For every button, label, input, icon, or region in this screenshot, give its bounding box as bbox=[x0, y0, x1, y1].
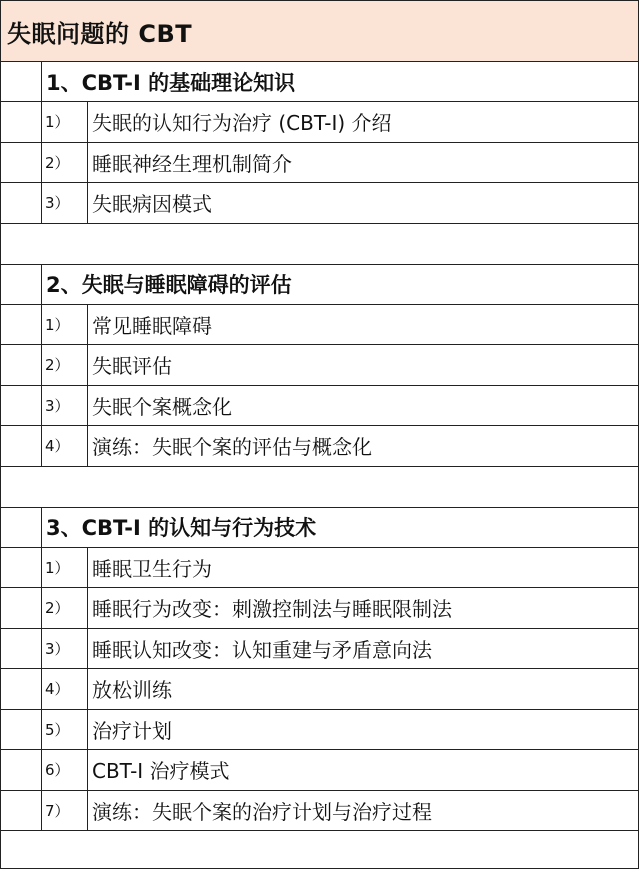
table-title: 失眠问题的 CBT bbox=[7, 19, 193, 48]
blank-row bbox=[0, 467, 639, 508]
item-text: 失眠病因模式 bbox=[92, 192, 212, 217]
item-number: 2） bbox=[42, 143, 88, 183]
section-heading-row bbox=[0, 265, 639, 305]
item-number: 2） bbox=[42, 345, 88, 385]
table-row bbox=[0, 183, 639, 224]
table-row bbox=[0, 548, 639, 589]
item-number: 6） bbox=[42, 750, 88, 790]
section-heading-row bbox=[0, 62, 639, 102]
item-text: 治疗计划 bbox=[92, 718, 172, 743]
item-number: 4） bbox=[42, 669, 88, 709]
table-row bbox=[0, 345, 639, 386]
item-number: 4） bbox=[42, 426, 88, 466]
item-text: 演练：失眠个案的评估与概念化 bbox=[92, 435, 372, 460]
section-heading: 1、CBT-I 的基础理论知识 bbox=[46, 70, 296, 95]
table-row bbox=[0, 386, 639, 427]
item-text: 睡眠行为改变：刺激控制法与睡眠限制法 bbox=[92, 597, 452, 622]
item-number: 1） bbox=[42, 548, 88, 588]
table-row bbox=[0, 305, 639, 346]
table-row bbox=[0, 102, 639, 143]
item-number: 3） bbox=[42, 386, 88, 426]
item-text: 失眠个案概念化 bbox=[92, 394, 232, 419]
item-text: 睡眠卫生行为 bbox=[92, 556, 212, 581]
section-heading-row bbox=[0, 508, 639, 548]
table-row bbox=[0, 426, 639, 467]
item-number: 1） bbox=[42, 102, 88, 142]
table-row bbox=[0, 750, 639, 791]
item-text: 睡眠神经生理机制简介 bbox=[92, 151, 292, 176]
section-heading: 3、CBT-I 的认知与行为技术 bbox=[46, 516, 317, 540]
table-row bbox=[0, 143, 639, 184]
item-text: 演练：失眠个案的治疗计划与治疗过程 bbox=[92, 799, 432, 824]
table-row bbox=[0, 629, 639, 670]
item-number: 2） bbox=[42, 588, 88, 628]
table-row bbox=[0, 669, 639, 710]
table-row bbox=[0, 588, 639, 629]
item-text: 常见睡眠障碍 bbox=[92, 313, 212, 338]
item-text: 睡眠认知改变：认知重建与矛盾意向法 bbox=[92, 637, 432, 662]
table-row bbox=[0, 791, 639, 832]
table-row bbox=[0, 710, 639, 751]
item-text: 失眠的认知行为治疗 (CBT-I) 介绍 bbox=[92, 111, 392, 136]
item-number: 3） bbox=[42, 183, 88, 223]
table-title-row bbox=[0, 0, 639, 62]
item-number: 5） bbox=[42, 710, 88, 750]
section-heading: 2、失眠与睡眠障碍的评估 bbox=[46, 273, 292, 297]
blank-row bbox=[0, 831, 639, 869]
item-text: CBT-I 治疗模式 bbox=[92, 759, 230, 784]
blank-row bbox=[0, 224, 639, 265]
item-number: 1） bbox=[42, 305, 88, 345]
item-number: 7） bbox=[42, 791, 88, 831]
item-text: 放松训练 bbox=[92, 678, 172, 703]
item-text: 失眠评估 bbox=[92, 354, 172, 379]
item-number: 3） bbox=[42, 629, 88, 669]
